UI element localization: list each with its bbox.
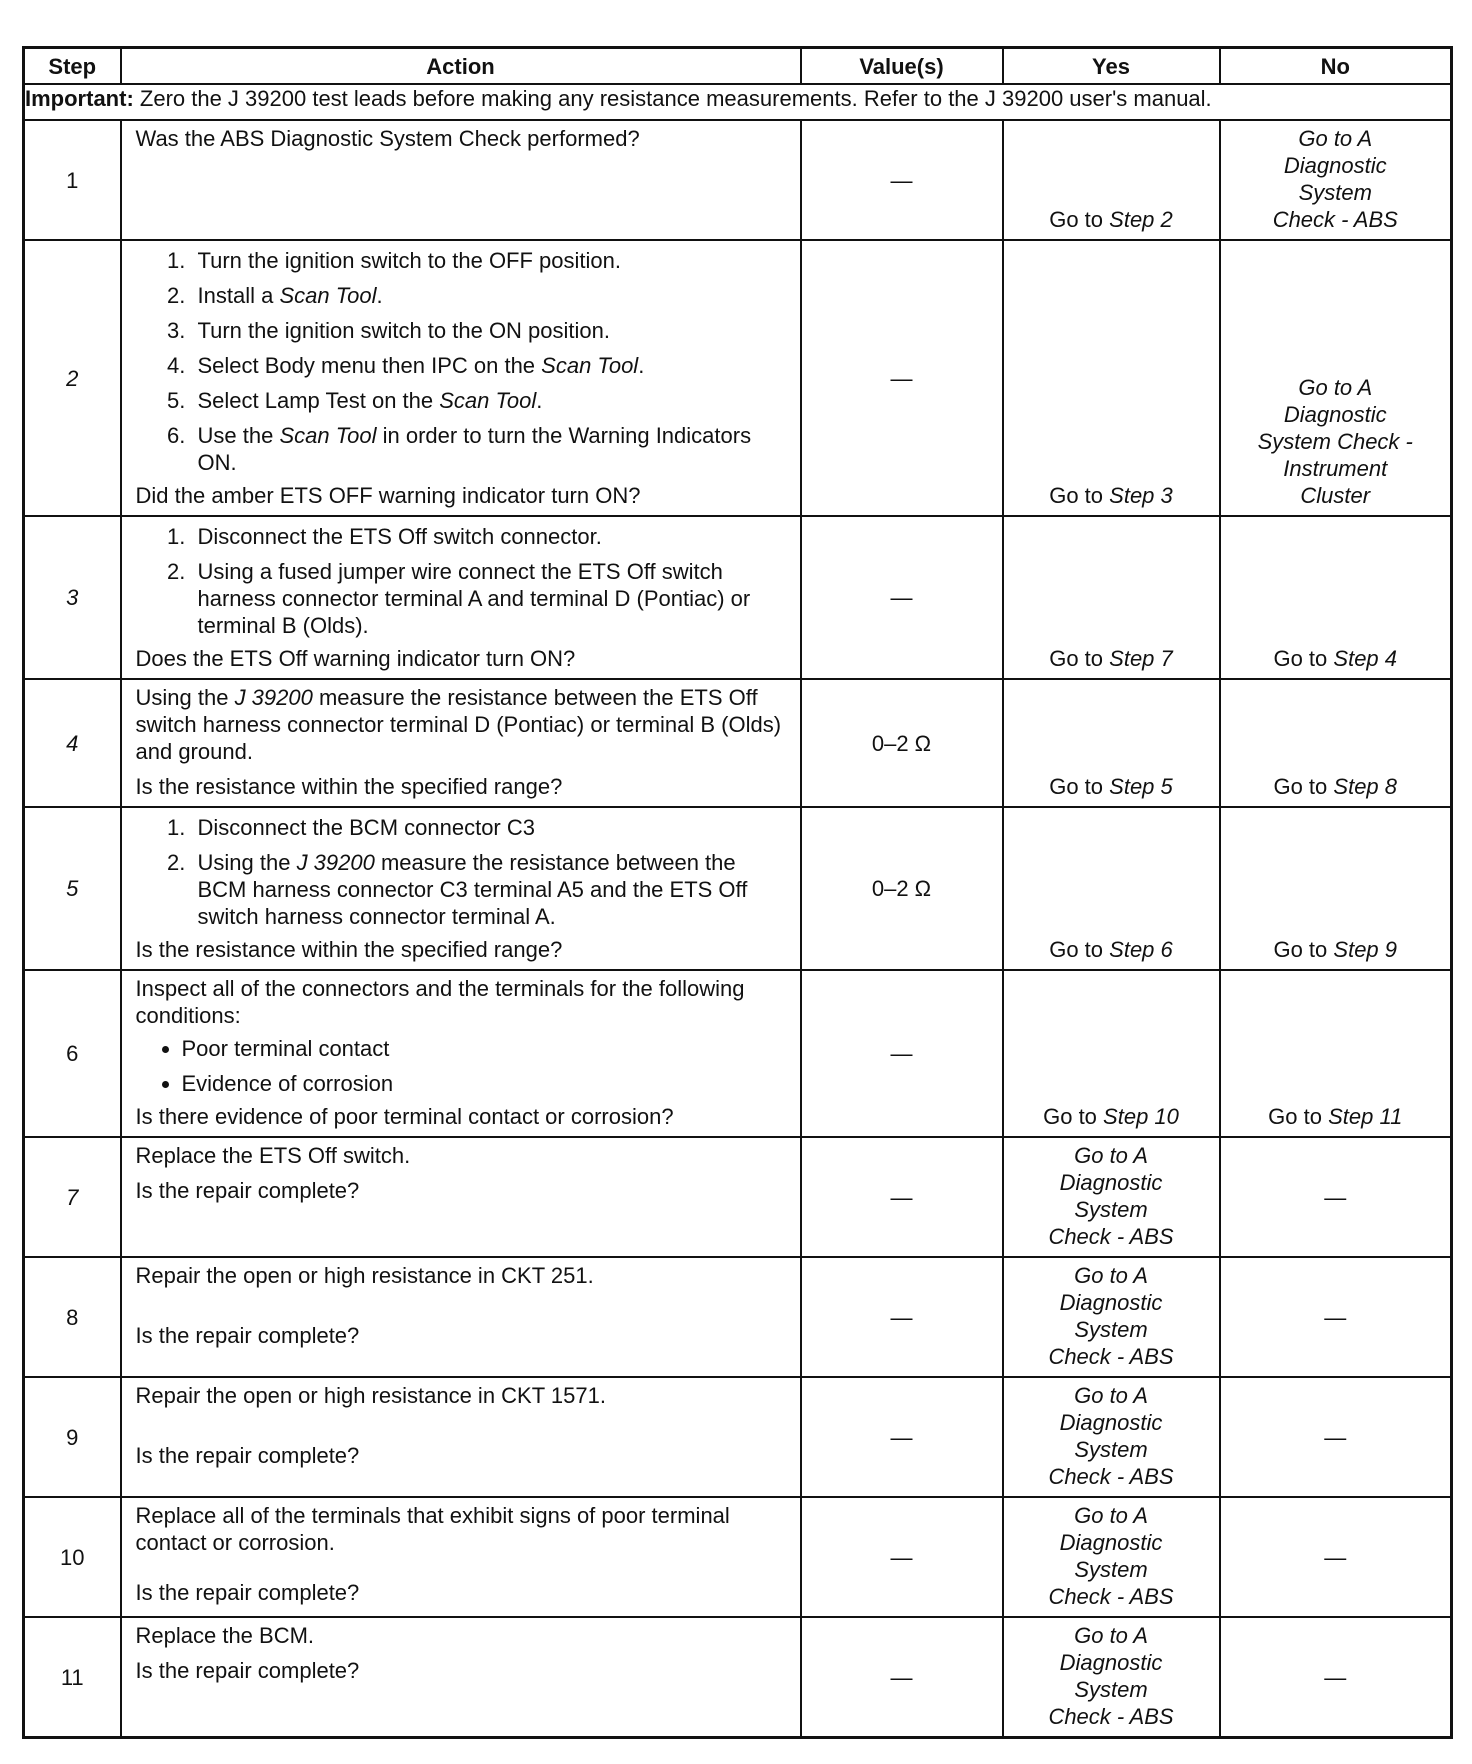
action-step-item bbox=[192, 317, 790, 344]
step-number: 1 bbox=[24, 120, 121, 240]
diag-line: Cluster bbox=[1300, 483, 1371, 508]
goto-prefix: Go to bbox=[1273, 937, 1328, 962]
table-row bbox=[24, 970, 1452, 1137]
step-number: 11 bbox=[24, 1617, 121, 1738]
header-action: Action bbox=[121, 48, 801, 85]
diag-line: Check - ABS bbox=[1048, 1344, 1174, 1369]
table-row bbox=[24, 1497, 1452, 1617]
yes-step-link: Step 7 bbox=[1109, 646, 1173, 671]
header-values: Value(s) bbox=[801, 48, 1003, 85]
step-text: measure the resistance between the BCM harness connector C3 terminal A5 and the ETS Off switch harness connector terminal A. bbox=[197, 850, 748, 929]
step-number: 4 bbox=[24, 679, 121, 807]
no-cell bbox=[1220, 1617, 1452, 1738]
step-text-italic: Scan Tool bbox=[541, 353, 639, 378]
list-item: • Evidence of corrosion bbox=[182, 1070, 790, 1097]
yes-step-link: Step 10 bbox=[1103, 1104, 1179, 1129]
important-row bbox=[24, 84, 1452, 120]
goto-prefix: Go to bbox=[1049, 646, 1104, 671]
action-question: Was the ABS Diagnostic System Check performed? bbox=[135, 126, 640, 151]
yes-step-link: Step 6 bbox=[1109, 937, 1173, 962]
diag-line: Check - ABS bbox=[1272, 207, 1398, 232]
goto-prefix: Go to A bbox=[1074, 1263, 1148, 1288]
dash: — bbox=[890, 585, 913, 610]
action-cell bbox=[121, 1497, 801, 1617]
action-question: Is the repair complete? bbox=[135, 1323, 360, 1348]
action-text: Inspect all of the connectors and the terminals for the following conditions: bbox=[135, 976, 745, 1028]
dash: — bbox=[890, 1544, 913, 1570]
diag-line: System bbox=[1074, 1317, 1148, 1342]
header-no: No bbox=[1220, 48, 1452, 85]
table-row bbox=[24, 1257, 1452, 1377]
action-step-item bbox=[192, 282, 790, 309]
diag-line: Diagnostic bbox=[1059, 1650, 1163, 1675]
header-step: Step bbox=[24, 48, 121, 85]
action-question: Is the repair complete? bbox=[135, 1658, 360, 1683]
action-cell bbox=[121, 970, 801, 1137]
table-row bbox=[24, 1137, 1452, 1257]
no-step-link: Step 4 bbox=[1333, 646, 1398, 671]
no-cell bbox=[1220, 970, 1452, 1137]
table-row bbox=[24, 679, 1452, 807]
action-step-item: 1. Disconnect the ETS Off switch connector. bbox=[192, 523, 790, 550]
step-text: Use the bbox=[197, 423, 280, 448]
no-cell bbox=[1220, 516, 1452, 679]
action-cell bbox=[121, 1617, 801, 1738]
diag-line: Check - ABS bbox=[1048, 1704, 1174, 1729]
diag-line: Check - ABS bbox=[1048, 1224, 1174, 1249]
no-cell bbox=[1220, 1137, 1452, 1257]
action-question: Is the resistance within the specified range? bbox=[135, 937, 563, 962]
step-text: Install a bbox=[197, 283, 280, 308]
step-text: Turn the ignition switch to the OFF position. bbox=[197, 248, 621, 273]
yes-step-link: Step 3 bbox=[1109, 483, 1173, 508]
goto-prefix: Go to bbox=[1049, 937, 1104, 962]
goto-prefix: Go to bbox=[1273, 774, 1328, 799]
action-text: Repair the open or high resistance in CKT 251. bbox=[135, 1263, 594, 1288]
value-cell bbox=[801, 120, 1003, 240]
important-note bbox=[24, 84, 1452, 120]
action-text: Replace all of the terminals that exhibit signs of poor terminal contact or corrosion. bbox=[135, 1503, 730, 1555]
table-row bbox=[24, 1377, 1452, 1497]
no-step-link: Step 11 bbox=[1328, 1104, 1403, 1129]
action-step-item bbox=[192, 849, 790, 930]
step-text: Select Lamp Test on the bbox=[197, 388, 440, 413]
yes-cell bbox=[1003, 970, 1220, 1137]
action-question: Is there evidence of poor terminal contact or corrosion? bbox=[135, 1104, 674, 1129]
action-step-item: 2. Using a fused jumper wire connect the ETS Off switch harness connector terminal A and terminal D (Pontiac) or terminal B (Olds). bbox=[192, 558, 790, 639]
goto-prefix: Go to bbox=[1049, 207, 1104, 232]
value-cell bbox=[801, 1497, 1003, 1617]
step-number: 10 bbox=[24, 1497, 121, 1617]
step-text-italic: Scan Tool bbox=[279, 283, 377, 308]
step-text: . bbox=[638, 353, 645, 378]
dash: — bbox=[1324, 1544, 1347, 1570]
diagnostic-table bbox=[22, 46, 1453, 1739]
no-step-link: Step 9 bbox=[1333, 937, 1398, 962]
action-cell bbox=[121, 807, 801, 970]
important-text: Zero the J 39200 test leads before making any resistance measurements. Refer to the J 39200 user's manual. bbox=[139, 86, 1212, 111]
goto-prefix: Go to bbox=[1049, 483, 1104, 508]
yes-cell bbox=[1003, 1377, 1220, 1497]
value-cell bbox=[801, 516, 1003, 679]
action-cell bbox=[121, 1377, 801, 1497]
yes-cell bbox=[1003, 1137, 1220, 1257]
value-cell bbox=[801, 240, 1003, 516]
action-step-item bbox=[192, 352, 790, 379]
value-cell bbox=[801, 1617, 1003, 1738]
table-row bbox=[24, 240, 1452, 516]
diag-line: Check - ABS bbox=[1048, 1584, 1174, 1609]
yes-cell bbox=[1003, 1617, 1220, 1738]
yes-cell bbox=[1003, 679, 1220, 807]
goto-prefix: Go to bbox=[1049, 774, 1104, 799]
value-cell bbox=[801, 1257, 1003, 1377]
value-cell: 0–2 Ω bbox=[801, 807, 1003, 970]
step-number: 5 bbox=[24, 807, 121, 970]
action-text-part: Using the bbox=[135, 685, 235, 710]
action-steps bbox=[136, 523, 790, 639]
action-text: Replace the BCM. bbox=[135, 1623, 315, 1648]
action-step-item bbox=[192, 387, 790, 414]
dash: — bbox=[890, 365, 913, 391]
action-step-item bbox=[192, 247, 790, 274]
no-cell bbox=[1220, 1497, 1452, 1617]
goto-prefix: Go to bbox=[1043, 1104, 1097, 1129]
diag-line: Check - ABS bbox=[1048, 1464, 1174, 1489]
diag-line: Go to A bbox=[1298, 375, 1373, 400]
action-question: Is the repair complete? bbox=[135, 1580, 360, 1605]
diag-line: System bbox=[1298, 180, 1372, 205]
dash: — bbox=[1324, 1424, 1347, 1450]
diag-line: Instrument bbox=[1283, 456, 1388, 481]
no-step-link: Step 8 bbox=[1333, 774, 1398, 799]
no-cell bbox=[1220, 240, 1452, 516]
diag-line: System bbox=[1074, 1677, 1148, 1702]
no-cell bbox=[1220, 120, 1452, 240]
dash: — bbox=[890, 1184, 913, 1210]
dash: — bbox=[1324, 1664, 1347, 1690]
step-text: Turn the ignition switch to the ON position. bbox=[197, 318, 610, 343]
table-row bbox=[24, 120, 1452, 240]
diag-line: System bbox=[1074, 1197, 1148, 1222]
dash: — bbox=[1324, 1184, 1347, 1210]
value-cell bbox=[801, 970, 1003, 1137]
step-number: 8 bbox=[24, 1257, 121, 1377]
action-steps bbox=[136, 247, 790, 476]
table-header-row bbox=[24, 48, 1452, 85]
step-number: 2 bbox=[24, 240, 121, 516]
action-question: Is the resistance within the specified range? bbox=[135, 774, 563, 799]
condition-list bbox=[136, 1035, 790, 1097]
action-step-item bbox=[192, 422, 790, 476]
goto-prefix: Go to A bbox=[1074, 1503, 1148, 1528]
diagnostic-table-sheet bbox=[22, 46, 1450, 1739]
no-cell bbox=[1220, 807, 1452, 970]
diag-line: Diagnostic bbox=[1283, 402, 1387, 427]
step-text-italic: Scan Tool bbox=[279, 423, 377, 448]
diag-line: Diagnostic bbox=[1059, 1530, 1163, 1555]
action-cell bbox=[121, 120, 801, 240]
dash: — bbox=[890, 167, 913, 193]
action-text-part: measure the resistance between the ETS Off switch harness connector terminal D (Pontiac) or terminal B (Olds) and ground. bbox=[135, 685, 782, 764]
diag-line: Diagnostic bbox=[1059, 1170, 1163, 1195]
action-question: Did the amber ETS OFF warning indicator turn ON? bbox=[135, 483, 641, 508]
diag-line: System Check - bbox=[1257, 429, 1413, 454]
yes-cell bbox=[1003, 240, 1220, 516]
yes-step-link: Step 2 bbox=[1109, 207, 1173, 232]
important-label: Important: bbox=[25, 86, 134, 111]
no-cell bbox=[1220, 1377, 1452, 1497]
step-text-italic: J 39200 bbox=[296, 850, 375, 875]
step-number: 7 bbox=[24, 1137, 121, 1257]
value-cell: 0–2 Ω bbox=[801, 679, 1003, 807]
action-cell bbox=[121, 516, 801, 679]
action-step-item: 1. Disconnect the BCM connector C3 bbox=[192, 814, 790, 841]
diag-line: System bbox=[1074, 1557, 1148, 1582]
step-text: . bbox=[536, 388, 543, 413]
goto-prefix: Go to A bbox=[1074, 1143, 1148, 1168]
action-cell bbox=[121, 1137, 801, 1257]
action-text: Repair the open or high resistance in CKT 1571. bbox=[135, 1383, 606, 1408]
header-yes: Yes bbox=[1003, 48, 1220, 85]
step-text-italic: Scan Tool bbox=[439, 388, 537, 413]
yes-cell bbox=[1003, 1497, 1220, 1617]
dash: — bbox=[890, 1041, 913, 1066]
no-cell bbox=[1220, 679, 1452, 807]
goto-prefix: Go to A bbox=[1074, 1623, 1148, 1648]
action-text bbox=[136, 684, 790, 765]
goto-prefix: Go to A bbox=[1298, 126, 1373, 151]
table-row bbox=[24, 1617, 1452, 1738]
goto-prefix: Go to bbox=[1268, 1104, 1322, 1129]
action-cell bbox=[121, 1257, 801, 1377]
step-number: 3 bbox=[24, 516, 121, 679]
step-text: Using the bbox=[197, 850, 297, 875]
dash: — bbox=[890, 1664, 913, 1690]
action-text-italic: J 39200 bbox=[234, 685, 313, 710]
goto-prefix: Go to bbox=[1273, 646, 1328, 671]
action-question: Does the ETS Off warning indicator turn ON? bbox=[135, 646, 576, 671]
action-question: Is the repair complete? bbox=[135, 1178, 360, 1203]
step-text: Select Body menu then IPC on the bbox=[197, 353, 542, 378]
action-cell bbox=[121, 240, 801, 516]
yes-cell bbox=[1003, 1257, 1220, 1377]
yes-cell bbox=[1003, 516, 1220, 679]
dash: — bbox=[890, 1304, 913, 1330]
yes-cell bbox=[1003, 120, 1220, 240]
step-text: . bbox=[376, 283, 383, 308]
table-row bbox=[24, 807, 1452, 970]
list-item: • Poor terminal contact bbox=[182, 1035, 790, 1062]
dash: — bbox=[1324, 1304, 1347, 1330]
goto-prefix: Go to A bbox=[1074, 1383, 1148, 1408]
diag-line: Diagnostic bbox=[1059, 1410, 1163, 1435]
yes-cell bbox=[1003, 807, 1220, 970]
action-steps bbox=[136, 814, 790, 930]
step-number: 9 bbox=[24, 1377, 121, 1497]
no-cell bbox=[1220, 1257, 1452, 1377]
diag-line: Diagnostic bbox=[1059, 1290, 1163, 1315]
action-cell bbox=[121, 679, 801, 807]
step-number: 6 bbox=[24, 970, 121, 1137]
step-text: in order to turn the Warning Indicators ON. bbox=[197, 423, 752, 475]
dash: — bbox=[890, 1424, 913, 1450]
value-cell bbox=[801, 1377, 1003, 1497]
action-text: Replace the ETS Off switch. bbox=[135, 1143, 411, 1168]
yes-step-link: Step 5 bbox=[1109, 774, 1173, 799]
action-question: Is the repair complete? bbox=[135, 1443, 360, 1468]
table-row bbox=[24, 516, 1452, 679]
diag-line: System bbox=[1074, 1437, 1148, 1462]
value-cell bbox=[801, 1137, 1003, 1257]
diag-line: Diagnostic bbox=[1283, 153, 1387, 178]
